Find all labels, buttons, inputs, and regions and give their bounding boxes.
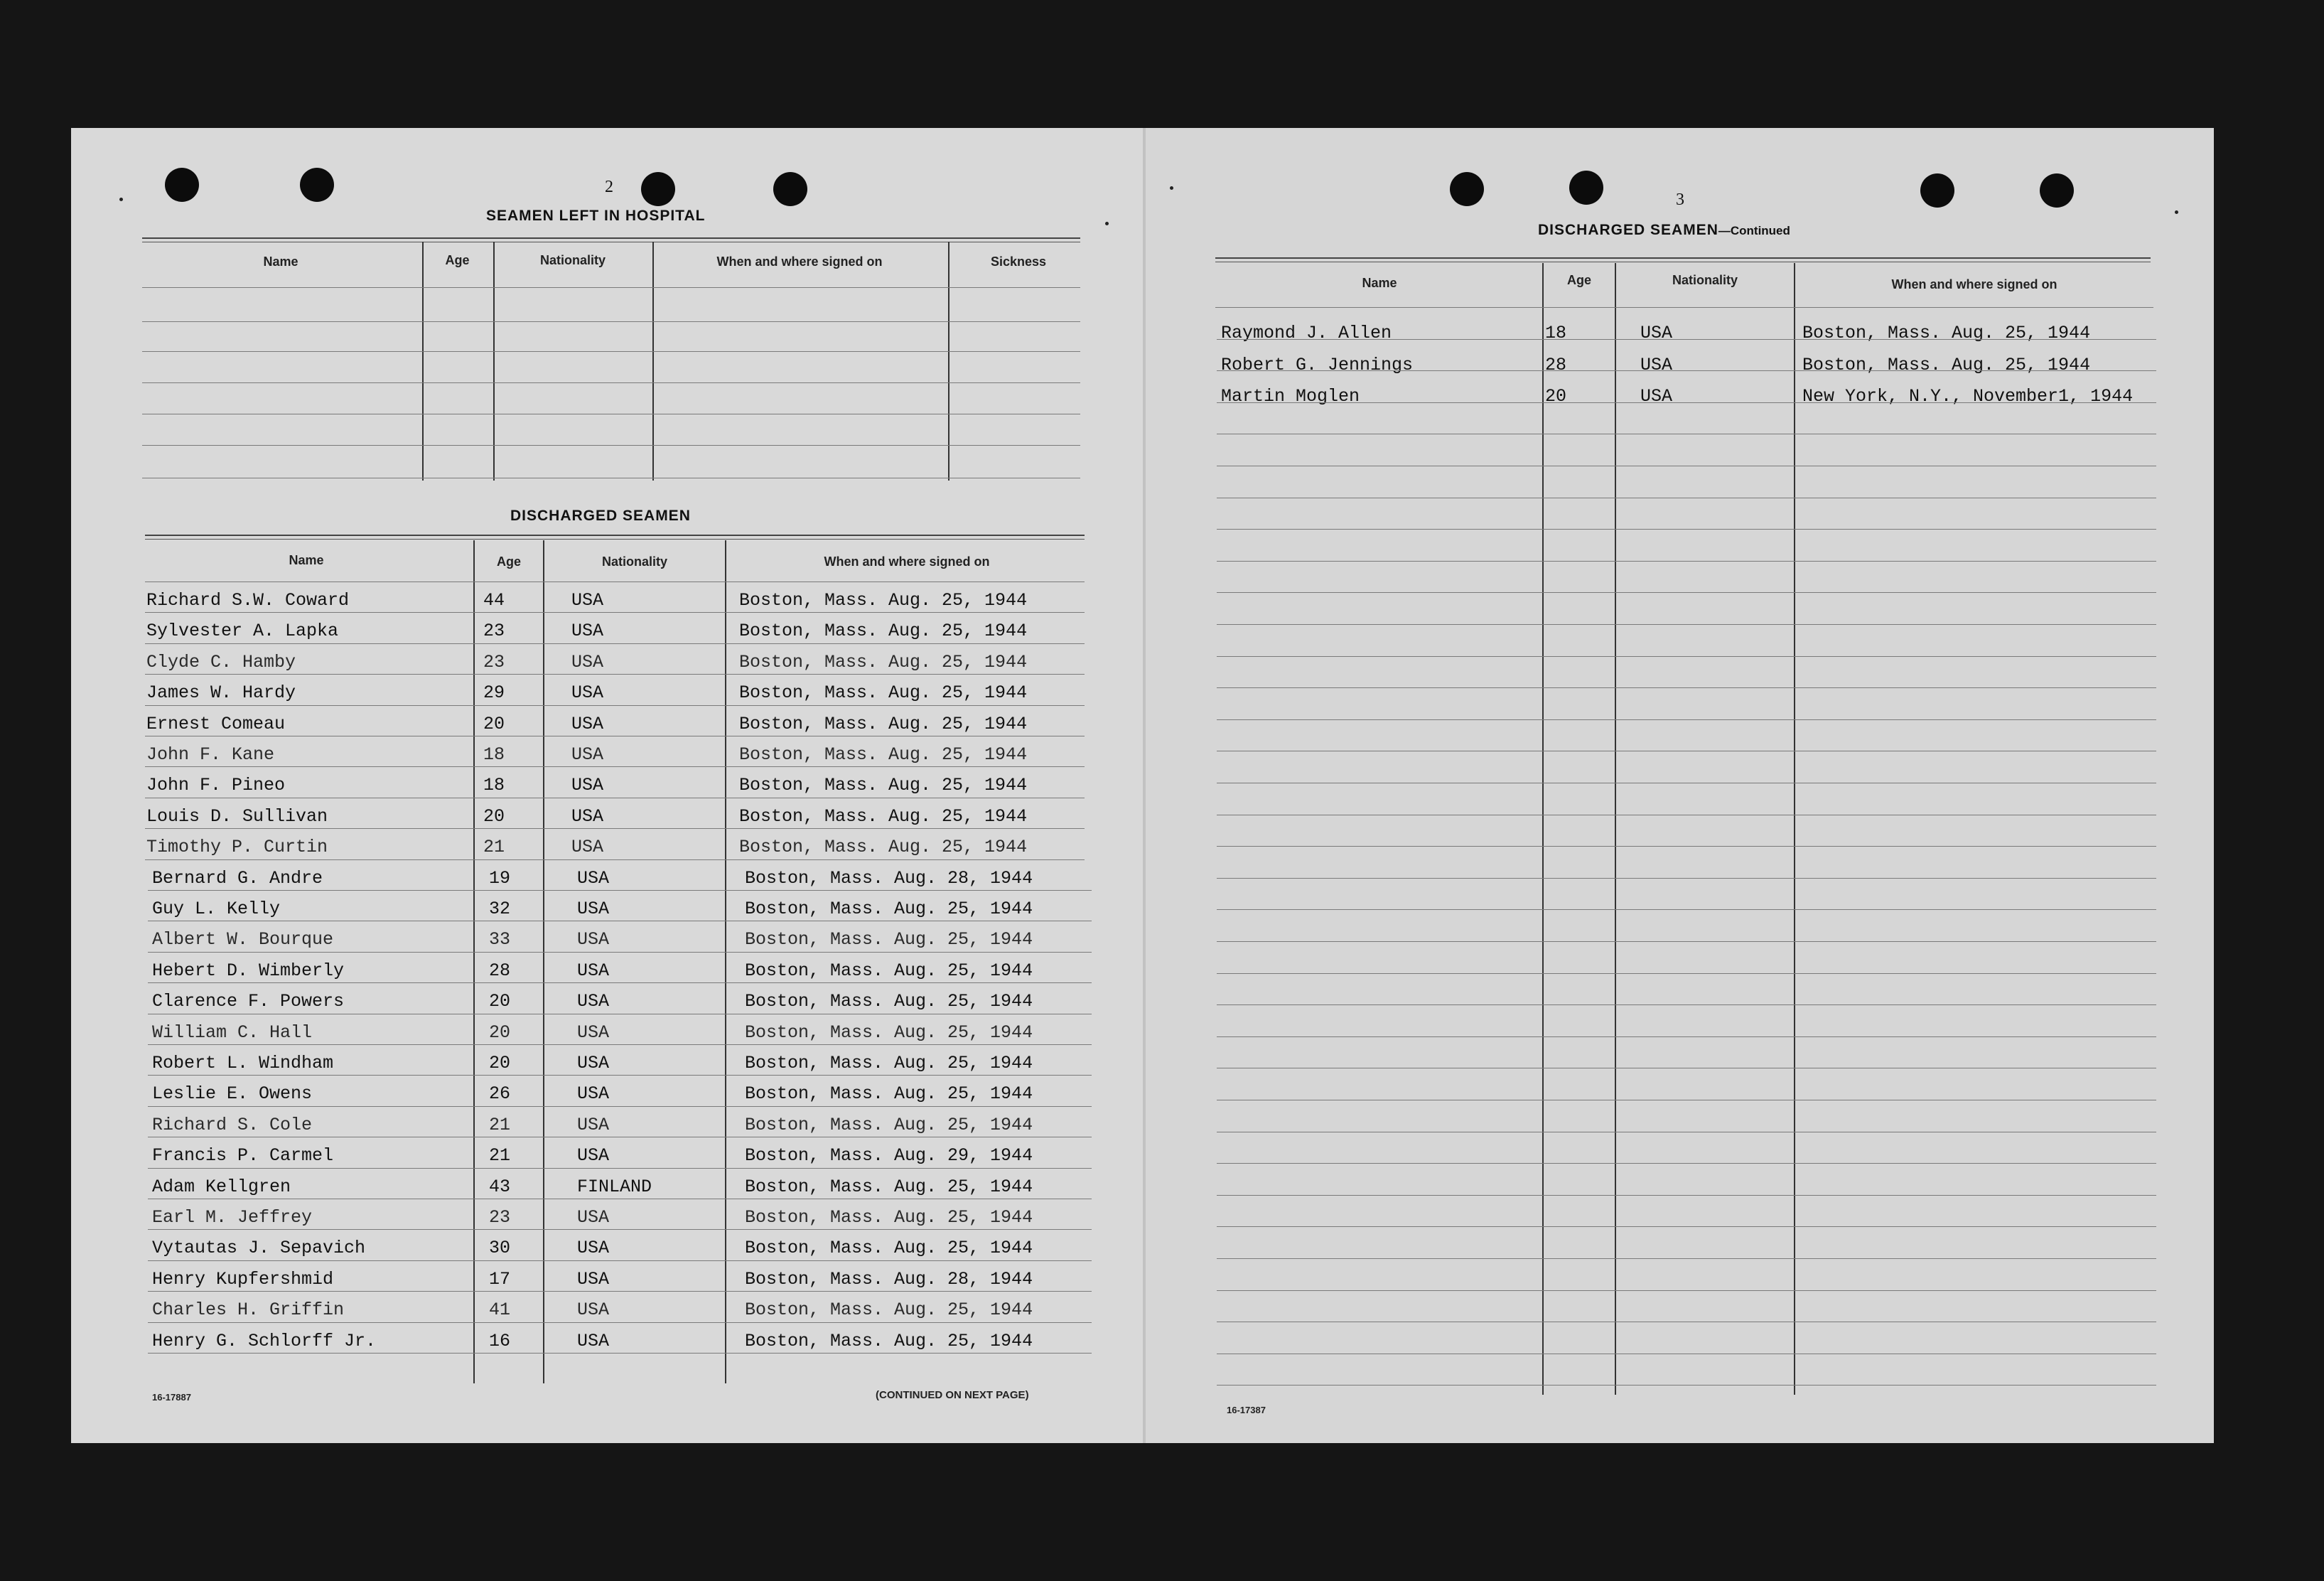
seaman-signed-on: Boston, Mass. Aug. 25, 1944: [745, 1022, 1033, 1043]
seaman-age: 21: [489, 1145, 511, 1167]
seaman-name: Henry Kupfershmid: [152, 1268, 334, 1290]
seaman-nationality: USA: [577, 929, 610, 950]
seaman-age: 16: [489, 1330, 511, 1351]
discharged-top-rule: [145, 535, 1085, 536]
punch-hole: [300, 168, 334, 202]
seaman-age: 17: [489, 1268, 511, 1290]
seaman-nationality: USA: [571, 805, 604, 827]
table-row-line: [1217, 624, 2156, 625]
seaman-name: Bernard G. Andre: [152, 867, 323, 889]
table-row-line: [1217, 1163, 2156, 1164]
seaman-signed-on: Boston, Mass. Aug. 25, 1944: [739, 775, 1028, 796]
table-row-line: [148, 1044, 1092, 1045]
hospital-row-line: [142, 321, 1080, 322]
right-col-name: Name: [1362, 276, 1397, 290]
seaman-age: 19: [489, 867, 511, 889]
title-suffix: —Continued: [1718, 224, 1790, 237]
seaman-name: Albert W. Bourque: [152, 929, 334, 950]
table-row-line: [1217, 687, 2156, 688]
seaman-name: Robert G. Jennings: [1221, 354, 1414, 375]
form-number: 16-17387: [1227, 1405, 1266, 1415]
seaman-age: 23: [483, 651, 505, 672]
seaman-nationality: USA: [577, 1268, 610, 1290]
table-row-line: [1217, 1036, 2156, 1037]
table-row-line: [1217, 561, 2156, 562]
seaman-signed-on: Boston, Mass. Aug. 25, 1944: [745, 1053, 1033, 1073]
page-number: 3: [1676, 191, 1684, 209]
table-row-line: [148, 1229, 1092, 1230]
seaman-age: 20: [489, 991, 511, 1012]
seaman-nationality: USA: [1640, 354, 1673, 375]
speck: [1105, 222, 1109, 225]
seaman-name: James W. Hardy: [146, 682, 296, 704]
speck: [119, 198, 123, 201]
table-row-line: [148, 1322, 1092, 1323]
seaman-nationality: FINLAND: [577, 1176, 652, 1197]
discharged-col-nationality: Nationality: [601, 554, 667, 569]
table-row-line: [1217, 1004, 2156, 1005]
seaman-signed-on: Boston, Mass. Aug. 25, 1944: [745, 1238, 1033, 1259]
table-row-line: [1217, 1258, 2156, 1259]
seaman-name: Leslie E. Owens: [152, 1083, 313, 1105]
table-row-line: [1217, 878, 2156, 879]
right-top-rule: [1215, 257, 2151, 259]
seaman-age: 20: [1545, 386, 1567, 407]
seaman-nationality: USA: [577, 1207, 610, 1228]
seaman-age: 44: [483, 590, 505, 611]
right-col-divider: [1794, 263, 1795, 1395]
table-row-line: [1217, 592, 2156, 593]
seaman-nationality: USA: [577, 1083, 610, 1105]
right-col-divider: [1542, 263, 1544, 1395]
table-row-line: [1217, 846, 2156, 847]
seaman-name: Richard S. Cole: [152, 1114, 313, 1135]
table-row-line: [148, 982, 1092, 983]
hospital-col-name: Name: [263, 254, 298, 269]
seaman-nationality: USA: [571, 837, 604, 858]
seaman-age: 18: [483, 744, 505, 765]
seaman-signed-on: Boston, Mass. Aug. 25, 1944: [745, 929, 1033, 950]
table-row-line: [1217, 402, 2156, 403]
table-row-line: [145, 643, 1085, 644]
seaman-name: Robert L. Windham: [152, 1053, 334, 1073]
right-col-age: Age: [1566, 273, 1591, 287]
seaman-name: William C. Hall: [152, 1022, 313, 1043]
hospital-row-line: [142, 351, 1080, 352]
table-row-line: [1217, 909, 2156, 910]
punch-hole: [1920, 173, 1954, 208]
seaman-nationality: USA: [577, 960, 610, 981]
page-number: 2: [605, 178, 613, 196]
seaman-nationality: USA: [577, 991, 610, 1012]
seaman-age: 41: [489, 1299, 511, 1321]
seaman-signed-on: Boston, Mass. Aug. 25, 1944: [745, 1176, 1033, 1197]
seaman-name: Clarence F. Powers: [152, 991, 345, 1012]
table-row-line: [1217, 1290, 2156, 1291]
table-row-line: [1217, 1195, 2156, 1196]
right-header-line: [1215, 307, 2153, 308]
seaman-age: 20: [483, 713, 505, 734]
table-row-line: [145, 766, 1085, 767]
seaman-nationality: USA: [577, 1299, 610, 1321]
seaman-name: Henry G. Schlorff Jr.: [152, 1330, 377, 1351]
seaman-age: 30: [489, 1238, 511, 1259]
table-row-line: [145, 612, 1085, 613]
seaman-age: 20: [489, 1022, 511, 1043]
seaman-nationality: USA: [571, 621, 604, 642]
speck: [2175, 210, 2178, 214]
seaman-signed-on: Boston, Mass. Aug. 25, 1944: [745, 960, 1033, 981]
seaman-name: Sylvester A. Lapka: [146, 621, 339, 642]
seaman-nationality: USA: [577, 1053, 610, 1073]
seaman-signed-on: Boston, Mass. Aug. 25, 1944: [745, 991, 1033, 1012]
seaman-name: Charles H. Griffin: [152, 1299, 345, 1321]
seaman-nationality: USA: [571, 713, 604, 734]
seaman-nationality: USA: [577, 1330, 610, 1351]
hospital-top-rule: [142, 237, 1080, 239]
table-row-line: [148, 1260, 1092, 1261]
hospital-section-title: SEAMEN LEFT IN HOSPITAL: [486, 208, 706, 224]
seaman-signed-on: Boston, Mass. Aug. 25, 1944: [745, 899, 1033, 919]
seaman-signed-on: Boston, Mass. Aug. 25, 1944: [739, 744, 1028, 765]
table-row-line: [148, 952, 1092, 953]
seaman-age: 26: [489, 1083, 511, 1105]
form-number: 16-17887: [152, 1392, 191, 1403]
hospital-col-age: Age: [445, 253, 470, 267]
seaman-age: 23: [489, 1207, 511, 1228]
page-fold: [1143, 128, 1146, 1443]
table-row-line: [148, 890, 1092, 891]
table-row-line: [1217, 1226, 2156, 1227]
seaman-signed-on: Boston, Mass. Aug. 25, 1944: [739, 805, 1028, 827]
seaman-name: Hebert D. Wimberly: [152, 960, 345, 981]
seaman-name: Martin Moglen: [1221, 386, 1360, 407]
seaman-age: 18: [483, 775, 505, 796]
seaman-nationality: USA: [571, 590, 604, 611]
seaman-signed-on: Boston, Mass. Aug. 25, 1944: [745, 1330, 1033, 1351]
punch-hole: [773, 172, 807, 206]
seaman-nationality: USA: [577, 1145, 610, 1167]
discharged-col-divider: [725, 540, 726, 1383]
punch-hole: [2040, 173, 2074, 208]
table-row-line: [148, 1075, 1092, 1076]
hospital-row-line: [142, 445, 1080, 446]
punch-hole: [641, 172, 675, 206]
seaman-nationality: USA: [577, 899, 610, 919]
discharged-col-divider: [543, 540, 544, 1383]
hospital-col-signed-on: When and where signed on: [716, 254, 883, 269]
table-row-line: [148, 1291, 1092, 1292]
table-row-line: [1217, 370, 2156, 371]
seaman-signed-on: Boston, Mass. Aug. 25, 1944: [1802, 323, 2091, 343]
seaman-signed-on: Boston, Mass. Aug. 25, 1944: [745, 1207, 1033, 1228]
table-row-line: [1217, 339, 2156, 340]
seaman-name: Raymond J. Allen: [1221, 323, 1392, 343]
seaman-age: 43: [489, 1176, 511, 1197]
seaman-name: John F. Kane: [146, 744, 275, 765]
discharged-col-name: Name: [289, 553, 324, 567]
seaman-nationality: USA: [577, 1022, 610, 1043]
discharged-section-title: DISCHARGED SEAMEN: [510, 508, 691, 524]
seaman-age: 21: [483, 837, 505, 858]
seaman-signed-on: New York, N.Y., November1, 1944: [1802, 386, 2134, 407]
seaman-signed-on: Boston, Mass. Aug. 25, 1944: [745, 1299, 1033, 1321]
seaman-name: Clyde C. Hamby: [146, 651, 296, 672]
table-row-line: [145, 705, 1085, 706]
seaman-nationality: USA: [1640, 386, 1673, 407]
seaman-nationality: USA: [571, 682, 604, 704]
seaman-age: 20: [483, 805, 505, 827]
seaman-age: 28: [1545, 354, 1567, 375]
right-col-divider: [1615, 263, 1616, 1395]
continued-note: (CONTINUED ON NEXT PAGE): [876, 1389, 1029, 1401]
table-row-line: [1217, 656, 2156, 657]
discharged-col-age: Age: [496, 554, 521, 569]
seaman-name: John F. Pineo: [146, 775, 286, 796]
seaman-name: Louis D. Sullivan: [146, 805, 328, 827]
table-row-line: [148, 1168, 1092, 1169]
table-row-line: [148, 1106, 1092, 1107]
seaman-signed-on: Boston, Mass. Aug. 25, 1944: [739, 713, 1028, 734]
seaman-nationality: USA: [1640, 323, 1673, 343]
table-row-line: [1217, 941, 2156, 942]
seaman-age: 18: [1545, 323, 1567, 343]
discharged-continued-title: [1538, 222, 1790, 239]
seaman-signed-on: Boston, Mass. Aug. 25, 1944: [1802, 354, 2091, 375]
punch-hole: [1569, 171, 1603, 205]
discharged-top-rule-2: [145, 539, 1085, 540]
seaman-age: 33: [489, 929, 511, 950]
table-row-line: [1217, 719, 2156, 720]
seaman-age: 20: [489, 1053, 511, 1073]
seaman-signed-on: Boston, Mass. Aug. 25, 1944: [739, 621, 1028, 642]
seaman-age: 29: [483, 682, 505, 704]
title-main: DISCHARGED SEAMEN: [1538, 222, 1718, 238]
seaman-nationality: USA: [571, 651, 604, 672]
seaman-age: 21: [489, 1114, 511, 1135]
seaman-name: Vytautas J. Sepavich: [152, 1238, 366, 1259]
seaman-name: Francis P. Carmel: [152, 1145, 334, 1167]
seaman-name: Richard S.W. Coward: [146, 590, 350, 611]
seaman-signed-on: Boston, Mass. Aug. 25, 1944: [739, 682, 1028, 704]
seaman-name: Ernest Comeau: [146, 713, 286, 734]
seaman-signed-on: Boston, Mass. Aug. 29, 1944: [745, 1145, 1033, 1167]
seaman-nationality: USA: [577, 867, 610, 889]
hospital-col-sickness: Sickness: [990, 254, 1047, 269]
seaman-name: Earl M. Jeffrey: [152, 1207, 313, 1228]
seaman-nationality: USA: [577, 1114, 610, 1135]
right-col-nationality: Nationality: [1672, 273, 1738, 287]
seaman-age: 23: [483, 621, 505, 642]
discharged-col-divider: [473, 540, 475, 1383]
seaman-age: 28: [489, 960, 511, 981]
speck: [1170, 186, 1173, 190]
seaman-signed-on: Boston, Mass. Aug. 25, 1944: [739, 590, 1028, 611]
punch-hole: [1450, 172, 1484, 206]
table-row-line: [145, 674, 1085, 675]
seaman-signed-on: Boston, Mass. Aug. 28, 1944: [745, 867, 1033, 889]
table-row-line: [1217, 529, 2156, 530]
seaman-name: Adam Kellgren: [152, 1176, 291, 1197]
seaman-name: Guy L. Kelly: [152, 899, 281, 919]
seaman-signed-on: Boston, Mass. Aug. 25, 1944: [745, 1114, 1033, 1135]
seaman-name: Timothy P. Curtin: [146, 837, 328, 858]
table-row-line: [1217, 973, 2156, 974]
discharged-col-signed-on: When and where signed on: [824, 554, 990, 569]
table-row-line: [148, 1353, 1092, 1354]
seaman-nationality: USA: [571, 744, 604, 765]
hospital-row-line: [142, 382, 1080, 383]
seaman-nationality: USA: [577, 1238, 610, 1259]
hospital-col-nationality: Nationality: [539, 253, 606, 267]
seaman-signed-on: Boston, Mass. Aug. 25, 1944: [739, 651, 1028, 672]
table-row-line: [145, 828, 1085, 829]
hospital-row-line: [142, 287, 1080, 288]
seaman-signed-on: Boston, Mass. Aug. 25, 1944: [739, 837, 1028, 858]
seaman-age: 32: [489, 899, 511, 919]
right-col-signed-on: When and where signed on: [1891, 277, 2057, 291]
table-row-line: [145, 859, 1085, 860]
seaman-signed-on: Boston, Mass. Aug. 28, 1944: [745, 1268, 1033, 1290]
seaman-nationality: USA: [571, 775, 604, 796]
punch-hole: [165, 168, 199, 202]
seaman-signed-on: Boston, Mass. Aug. 25, 1944: [745, 1083, 1033, 1105]
table-row-line: [1217, 1385, 2156, 1386]
